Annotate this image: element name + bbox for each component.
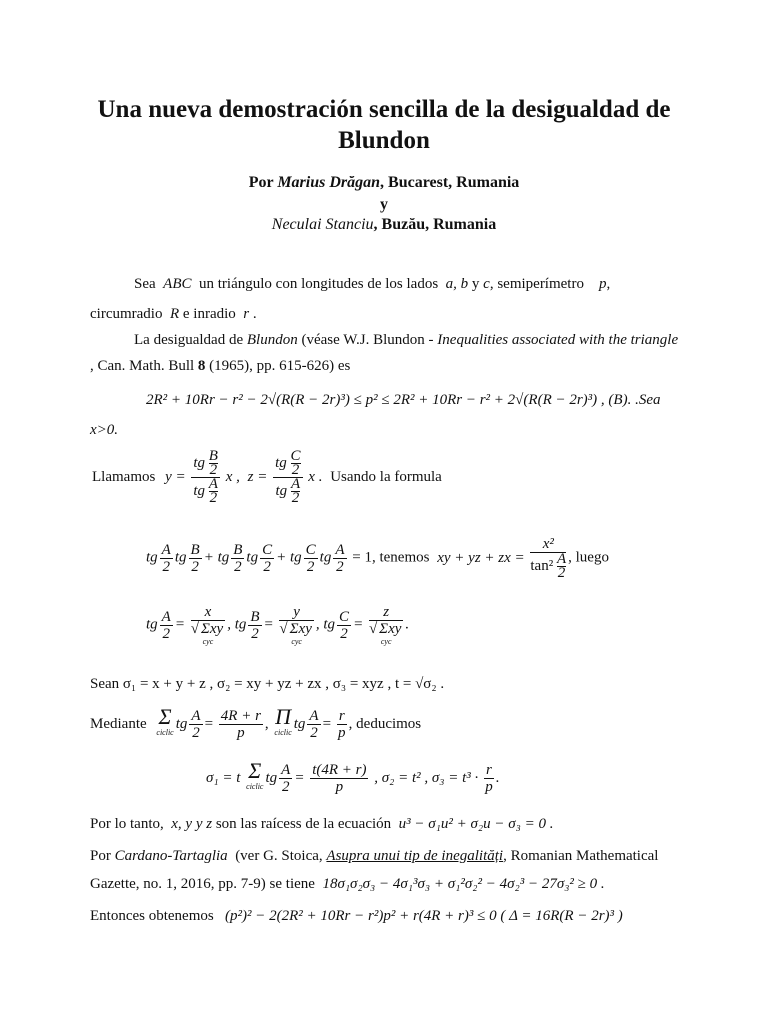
x: x . <box>308 469 323 485</box>
roots: x, y y z <box>171 816 213 832</box>
x: x , <box>225 469 240 485</box>
paragraph-triangle <box>134 274 680 294</box>
reference-title: Asupra unui tip de inegalități <box>326 848 504 864</box>
blundon-inequality: 2R² + 10Rr − r² − 2√(R(R − 2r)³) ≤ p² ≤ 2R² + 10Rr − r² + 2√(R(R − 2r)³) , (B). .Sea <box>146 392 661 408</box>
angle: C <box>290 448 301 464</box>
denominator: √ Σxy cyc <box>368 621 402 646</box>
text: , Can. Math. Bull <box>90 358 195 374</box>
angle: A <box>309 708 319 724</box>
ciclic: ciclic <box>246 781 264 791</box>
tg: tg <box>146 549 158 566</box>
paragraph-triangle-cont <box>90 304 690 324</box>
text: un triángulo con longitudes de los lados <box>199 276 439 292</box>
byline-y: y <box>380 196 388 213</box>
angle: B <box>190 541 200 558</box>
two: 2 <box>557 565 566 581</box>
z-lhs: z = <box>247 469 268 485</box>
half-C <box>304 542 318 575</box>
tg: tg <box>275 482 288 499</box>
r-over-p <box>484 762 494 795</box>
half-A <box>307 708 320 741</box>
text: Por lo tanto, <box>90 816 164 832</box>
reference-title: Inequalities associated with the triangle <box>437 332 679 348</box>
half-B <box>248 609 261 642</box>
tg: tg <box>234 616 247 633</box>
z-fraction <box>273 450 302 505</box>
text: circumradio <box>90 306 163 322</box>
half-C <box>337 609 351 642</box>
text: , semiperímetro <box>489 276 584 292</box>
text: son las raícess de la ecuación <box>215 816 392 832</box>
half-A <box>333 542 346 575</box>
side-symbol: c <box>483 276 490 292</box>
comma: , <box>264 716 269 732</box>
text: . <box>252 306 257 322</box>
product-result <box>337 708 347 741</box>
two: 2 <box>336 558 344 575</box>
product-operator <box>274 703 292 741</box>
two: 2 <box>162 625 170 642</box>
side-symbols: a, b <box>445 276 469 292</box>
y-fraction <box>191 450 220 505</box>
sum-operator <box>156 703 174 741</box>
byline-por: Por <box>248 174 274 191</box>
text: Sea <box>134 276 156 292</box>
z-over-root <box>369 604 403 646</box>
denominator: p <box>337 725 346 741</box>
two: 2 <box>234 558 242 575</box>
text: (véase W.J. Blundon - <box>301 332 434 348</box>
numerator: 4R + r <box>220 708 261 724</box>
cyclic-sum: Σxy <box>379 621 402 637</box>
two: 2 <box>162 558 170 575</box>
equals: = <box>204 716 214 732</box>
cardano-name: Cardano-Tartaglia <box>114 848 228 864</box>
author1-city: , Bucarest, Rumania <box>380 174 520 191</box>
numerator: r <box>338 708 345 724</box>
sigma-values <box>206 757 500 795</box>
cubic-equation: u³ − σ₁u² + σ₂u − σ₃ = 0 . <box>398 816 554 832</box>
sigma2-sigma3: , σ₂ = t² , σ₃ = t³ · <box>374 770 479 786</box>
numerator: r <box>486 762 492 778</box>
tg: tg <box>175 716 188 732</box>
sigma-symbol: Σ <box>248 757 262 783</box>
text: Entonces obtenemos <box>90 908 214 924</box>
sigma-definitions: Sean σ₁ = x + y + z , σ₂ = xy + yz + zx , σ₃ = xyz , t = √σ₂ . <box>90 676 445 692</box>
discriminant-inequality: 18σ₁σ₂σ₃ − 4σ₁³σ₃ + σ₁²σ₂² − 4σ₂³ − 27σ₃² ≥ 0 . <box>322 876 605 892</box>
pi-symbol: Π <box>275 703 292 729</box>
sum-operator <box>246 757 264 795</box>
text: , Romanian Mathematical <box>503 848 659 864</box>
equals-one: = 1 <box>352 549 372 566</box>
numerator: z <box>369 604 403 621</box>
denominator: p <box>485 779 493 795</box>
cyclic-sum: Σxy <box>200 621 224 637</box>
numerator: x <box>191 604 225 621</box>
text: , <box>606 276 611 292</box>
denominator: √ Σxy cyc <box>279 621 312 646</box>
two: 2 <box>263 558 271 575</box>
cyclic-sum: Σxy <box>289 621 312 637</box>
half-B <box>231 542 244 575</box>
half-C <box>260 542 274 575</box>
sigma-symbol: Σ <box>158 703 172 729</box>
angle: B <box>233 541 243 558</box>
tg: tg <box>265 770 278 786</box>
angle: A <box>281 762 291 778</box>
denominator <box>273 478 302 505</box>
mediante-line <box>90 703 422 741</box>
sigma1-value <box>310 762 368 795</box>
volume: 8 <box>197 358 206 374</box>
semiperimeter-symbol: p <box>598 276 607 292</box>
tg: tg <box>174 549 187 566</box>
text: e inradio <box>182 306 236 322</box>
half-A <box>160 542 173 575</box>
angle: A <box>556 551 567 567</box>
byline-author1 <box>60 174 708 192</box>
two: 2 <box>209 490 218 506</box>
half-A <box>279 762 292 795</box>
numerator <box>191 450 220 478</box>
text: , tenemos <box>371 549 430 566</box>
plus: + <box>203 549 214 566</box>
y-over-root <box>279 604 313 646</box>
equals: = <box>174 616 185 633</box>
text: (ver G. Stoica, <box>235 848 323 864</box>
angle: A <box>290 476 301 492</box>
text: Llamamos <box>92 469 156 485</box>
text: Mediante <box>90 716 147 732</box>
tg: tg <box>323 616 336 633</box>
paper-title: Una nueva demostración sencilla de la desigualdad de Blundon <box>97 96 671 154</box>
angle: A <box>191 708 201 724</box>
ciclic: ciclic <box>156 727 174 737</box>
blundon-name: Blundon <box>246 332 298 348</box>
text: y <box>471 276 480 292</box>
sum-result <box>219 708 263 741</box>
text: (1965), pp. 615-626) es <box>209 358 351 374</box>
result-line <box>90 906 710 926</box>
cardano-line-cont <box>90 874 710 894</box>
text: La desigualdad de <box>134 332 244 348</box>
tan2: tan² <box>530 557 554 574</box>
text: , deducimos <box>348 716 422 732</box>
comma: , <box>227 616 231 633</box>
symmetric-sum: xy + yz + zx = <box>437 549 525 566</box>
roots-statement <box>90 814 710 834</box>
equals: = <box>353 616 364 633</box>
text: Por <box>90 848 111 864</box>
two: 2 <box>340 625 348 642</box>
two: 2 <box>251 625 259 642</box>
numerator: t(4R + r) <box>312 762 367 778</box>
author1-name: Marius Drăgan <box>277 174 381 191</box>
angle: C <box>339 608 350 625</box>
numerator: x² <box>530 536 566 553</box>
angle: C <box>305 541 316 558</box>
equals: = <box>294 770 305 786</box>
x2-over-tan2 <box>530 536 566 580</box>
tg: tg <box>289 549 302 566</box>
period: . <box>405 616 410 633</box>
tg: tg <box>146 616 158 633</box>
x-positive: x>0. <box>90 422 119 438</box>
angle: A <box>208 476 218 492</box>
sigma1-lhs: σ₁ = t <box>206 770 241 786</box>
paragraph-blundon <box>134 330 680 350</box>
tg: tg <box>217 549 230 566</box>
tg: tg <box>193 482 206 499</box>
cyc: cyc <box>202 637 214 646</box>
ciclic: ciclic <box>274 727 292 737</box>
paragraph-blundon-cont <box>90 356 690 376</box>
denominator <box>530 553 566 580</box>
angle: C <box>262 541 273 558</box>
two: 2 <box>310 725 318 741</box>
text: , luego <box>568 549 609 566</box>
cyc: cyc <box>291 637 302 646</box>
two: 2 <box>291 490 300 506</box>
angle: A <box>161 608 171 625</box>
two: 2 <box>291 462 300 478</box>
cyc: cyc <box>380 637 392 646</box>
x-over-root <box>191 604 225 646</box>
tg: tg <box>275 454 287 471</box>
two: 2 <box>306 558 315 575</box>
author2-name: Neculai Stanciu <box>271 216 374 233</box>
two: 2 <box>209 462 218 478</box>
angle: B <box>250 608 260 625</box>
inradius-symbol: r <box>243 306 250 322</box>
tg: tg <box>319 549 332 566</box>
half-angle-tangents <box>146 604 409 646</box>
denominator: √ Σxy cyc <box>190 621 224 646</box>
byline-author2 <box>60 216 708 234</box>
half-A <box>189 708 202 741</box>
circumradius-symbol: R <box>169 306 180 322</box>
y-lhs: y = <box>165 469 186 485</box>
tg: tg <box>293 716 306 732</box>
text: Gazette, no. 1, 2016, pp. 7-9) se tiene <box>90 876 315 892</box>
author2-city: , Buzău, Rumania <box>373 216 497 233</box>
text: Usando la formula <box>330 469 442 485</box>
two: 2 <box>281 779 290 795</box>
numerator: y <box>279 604 313 621</box>
tangent-identity <box>146 536 609 580</box>
cardano-line <box>90 846 710 866</box>
triangle-symbol: ABC <box>163 276 192 292</box>
denominator: p <box>237 725 245 741</box>
half-B <box>189 542 202 575</box>
tg: tg <box>193 454 206 471</box>
comma: , <box>315 616 320 633</box>
period: . <box>495 770 500 786</box>
half-A <box>160 609 173 642</box>
two: 2 <box>192 725 200 741</box>
quadratic-inequality: (p²)² − 2(2R² + 10Rr − r²)p² + r(4R + r)³ ≤ 0 ( Δ = 16R(R − 2r)³ ) <box>224 908 623 924</box>
angle: B <box>208 448 218 464</box>
plus: + <box>276 549 287 566</box>
angle: A <box>161 541 171 558</box>
numerator <box>273 450 302 478</box>
two: 2 <box>191 558 199 575</box>
definition-y-z <box>92 450 442 505</box>
denominator: p <box>335 779 344 795</box>
denominator <box>191 478 220 505</box>
angle: A <box>335 541 345 558</box>
equals: = <box>322 716 332 732</box>
tg: tg <box>246 549 259 566</box>
equals: = <box>263 616 274 633</box>
